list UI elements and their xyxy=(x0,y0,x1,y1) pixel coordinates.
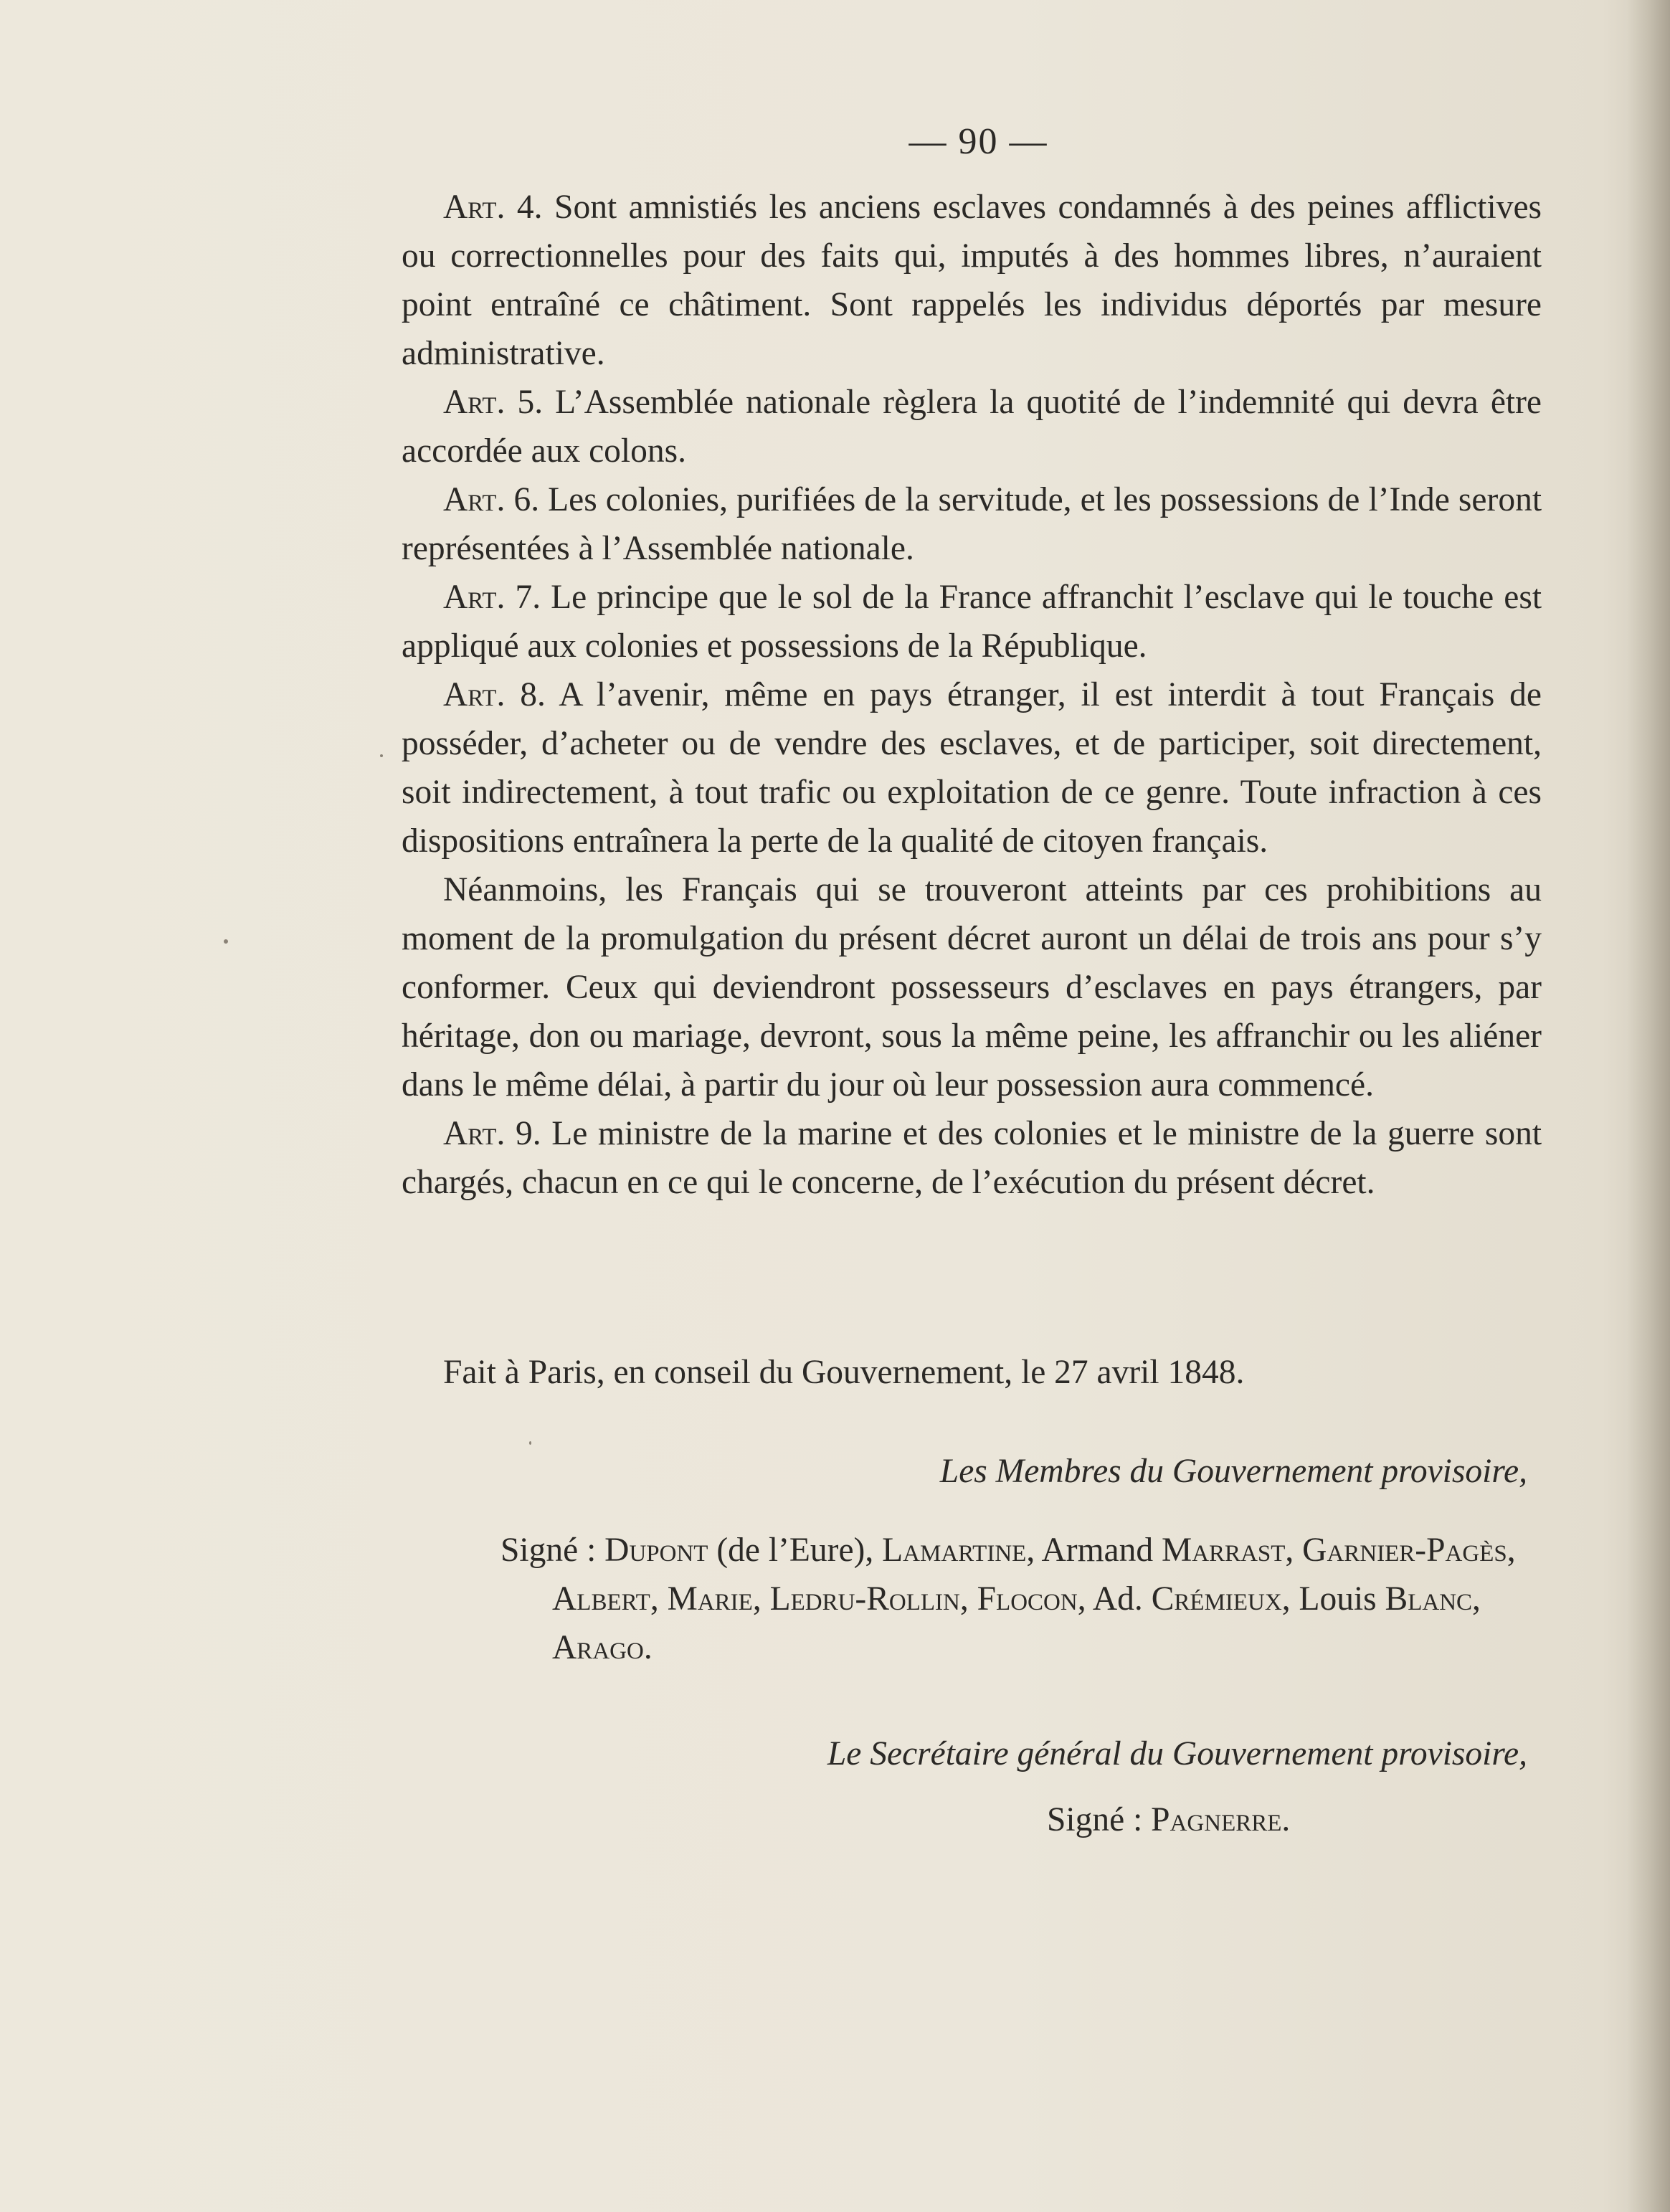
page-edge-shadow xyxy=(1627,0,1670,2212)
article-label: Art. xyxy=(443,384,506,421)
signatory-suffix: . xyxy=(643,1629,653,1666)
article-number: 7. xyxy=(515,579,541,616)
signatory-suffix: , xyxy=(1285,1532,1303,1569)
signatory xyxy=(1041,1532,1302,1569)
signatory xyxy=(668,1580,770,1618)
signatory-first: Armand xyxy=(1041,1532,1162,1569)
signatory-suffix: , xyxy=(1507,1532,1516,1569)
signoff-block xyxy=(402,1348,1542,1844)
signatory xyxy=(882,1532,1041,1569)
signatory xyxy=(1299,1580,1480,1618)
signatory xyxy=(552,1629,653,1666)
signatory-first: Ad. xyxy=(1092,1580,1152,1618)
article-text: Le principe que le sol de la France affranchit l’esclave qui le touche est appliqué aux colonies et possessions de la République. xyxy=(402,579,1542,665)
signatory-suffix: , xyxy=(959,1580,977,1618)
signatory xyxy=(604,1532,882,1569)
signatory-last: Albert xyxy=(552,1580,650,1618)
article-4 xyxy=(402,183,1542,378)
signatory-last: Flocon xyxy=(977,1580,1078,1618)
signed-prefix: Signé : xyxy=(1047,1801,1143,1838)
signatory xyxy=(977,1580,1093,1618)
secretary-suffix: . xyxy=(1281,1801,1291,1838)
paper-speck xyxy=(529,1441,531,1445)
signatory-suffix: , xyxy=(752,1580,770,1618)
secretary-name: Pagnerre xyxy=(1151,1801,1282,1838)
article-number: 4. xyxy=(516,189,543,226)
article-label: Art. xyxy=(443,676,506,713)
article-number: 9. xyxy=(515,1115,541,1152)
decree-text xyxy=(402,183,1542,1207)
neanmoins-paragraph: Néanmoins, les Français qui se trouveront atteints par ces prohibitions au moment de la promulgation du présent décret auront un délai de trois ans pour s’y conformer. Ceux qui deviendront possesseurs d’esclaves en pays étrangers, par héritage, don ou mariage, devront, sous la même peine, les affranchir ou les aliéner dans le même délai, à partir du jour où leur possession aura commencé. xyxy=(402,871,1542,1103)
signatory-suffix: , xyxy=(1026,1532,1042,1569)
signatory-suffix: (de l’Eure), xyxy=(708,1532,883,1569)
article-number: 8. xyxy=(520,676,546,713)
paper-speck xyxy=(380,754,383,757)
signed-prefix: Signé : xyxy=(500,1532,597,1569)
article-9 xyxy=(402,1109,1542,1207)
signatory-last: Marrast xyxy=(1161,1532,1286,1569)
signatory-last: Dupont xyxy=(604,1532,708,1569)
signatory-last: Arago xyxy=(552,1629,644,1666)
signatory-last: Crémieux xyxy=(1151,1580,1282,1618)
secretary-heading: Le Secrétaire général du Gouvernement provisoire, xyxy=(827,1735,1527,1772)
article-label: Art. xyxy=(443,189,506,226)
article-label: Art. xyxy=(443,1115,506,1152)
article-text: Le ministre de la marine et des colonies et le ministre de la guerre sont chargés, chacun en ce qui le concerne, de l’exécution du présent décret. xyxy=(402,1115,1542,1201)
signatory-last: Lamartine xyxy=(882,1532,1027,1569)
article-text: L’Assemblée nationale règlera la quotité de l’indemnité qui devra être accordée aux colons. xyxy=(402,384,1542,470)
signatory xyxy=(1093,1580,1299,1618)
page-number: — 90 — xyxy=(908,121,1048,162)
article-5 xyxy=(402,378,1542,475)
members-heading: Les Membres du Gouvernement provisoire, xyxy=(939,1453,1527,1490)
signatory xyxy=(1302,1532,1515,1569)
article-8 xyxy=(402,670,1542,865)
signatory xyxy=(770,1580,977,1618)
article-7 xyxy=(402,573,1542,670)
article-text: A l’avenir, même en pays étranger, il est interdit à tout Français de posséder, d’acheter ou de vendre des esclaves, et de participer, soit directement, soit indirectement, à tout trafic ou exploitation de ce genre. Toute infraction à ces dispositions entraînera la perte de la qualité de citoyen français. xyxy=(402,676,1542,860)
article-text: Les colonies, purifiées de la servitude, et les possessions de l’Inde seront représentées à l’Assemblée nationale. xyxy=(402,481,1542,567)
article-label: Art. xyxy=(443,481,506,518)
secretary-signature xyxy=(402,1795,1542,1844)
signatory-first: Louis xyxy=(1299,1580,1385,1618)
article-6 xyxy=(402,475,1542,573)
signatory-suffix: , xyxy=(1077,1580,1093,1618)
signatory-last: Garnier-Pagès xyxy=(1302,1532,1507,1569)
signatory xyxy=(552,1580,668,1618)
signatory-last: Marie xyxy=(667,1580,753,1618)
members-signatures xyxy=(402,1526,1542,1672)
article-number: 5. xyxy=(517,384,544,421)
paper-speck xyxy=(224,939,228,944)
signatory-last: Blanc xyxy=(1385,1580,1473,1618)
signatory-suffix: , xyxy=(1281,1580,1299,1618)
article-text: Sont amnistiés les anciens esclaves condamnés à des peines afflictives ou correctionnelles pour des faits qui, imputés à des hommes libres, n’auraient point entraîné ce châtiment. Sont rappelés les individus déportés par mesure administrative. xyxy=(402,189,1542,372)
article-number: 6. xyxy=(513,481,540,518)
date-place-line: Fait à Paris, en conseil du Gouvernement, le 27 avril 1848. xyxy=(443,1354,1245,1391)
article-label: Art. xyxy=(443,579,506,616)
signatory-last: Ledru-Rollin xyxy=(769,1580,960,1618)
signatory-suffix: , xyxy=(650,1580,668,1618)
signatory-suffix: , xyxy=(1472,1580,1481,1618)
